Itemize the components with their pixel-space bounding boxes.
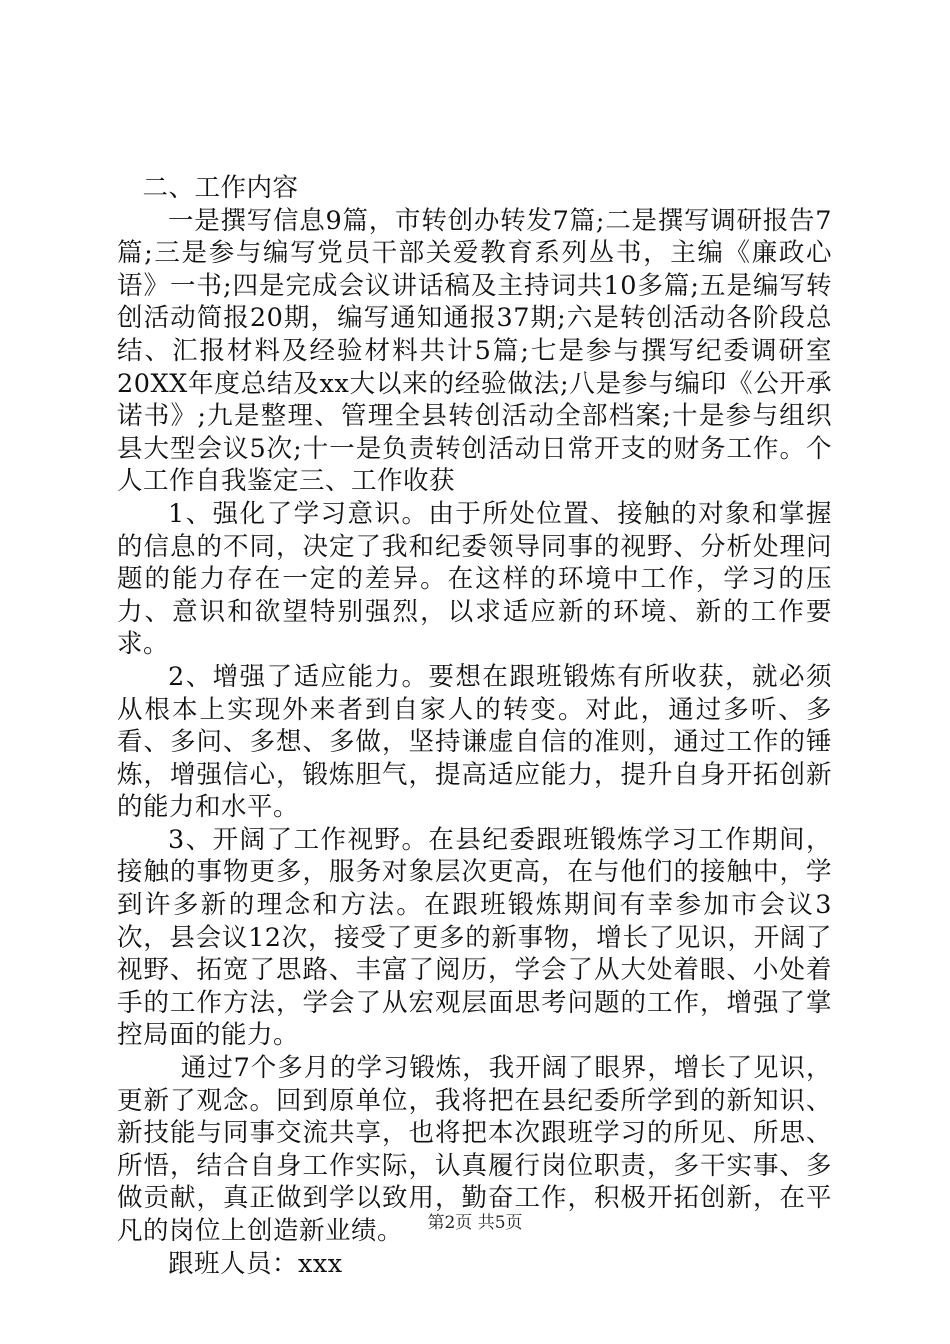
paragraph-adaptability: 2、增强了适应能力。要想在跟班锻炼有所收获，就必须从根本上实现外来者到自家人的转变。对此，通过多听、多看、多问、多想、多做，坚持谦虚自信的准则，通过工作的锤炼，增强信心，锻炼胆气，提高适应能力，提升自身开拓创新的能力和水平。 [117,661,832,823]
signature-line: 跟班人员：xxx [168,1248,343,1279]
paragraph-learning-awareness: 1、强化了学习意识。由于所处位置、接触的对象和掌握的信息的不同，决定了我和纪委领导同事的视野、分析处理问题的能力存在一定的差异。在这样的环境中工作，学习的压力、意识和欲望特别强烈，以求适应新的环境、新的工作要求。 [117,498,832,660]
paragraph-conclusion: 通过7个多月的学习锻炼，我开阔了眼界，增长了见识，更新了观念。回到原单位，我将把在县纪委所学到的新知识、新技能与同事交流共享，也将把本次跟班学习的所见、所思、所悟，结合自身工作实际，认真履行岗位职责，多干实事、多做贡献，真正做到学以致用，勤奋工作，积极开拓创新，在平凡的岗位上创造新业绩。 [117,1053,832,1246]
paragraph-work-vision: 3、开阔了工作视野。在县纪委跟班锻炼学习工作期间，接触的事物更多，服务对象层次更高，在与他们的接触中，学到许多新的理念和方法。在跟班锻炼期间有幸参加市会议3次，县会议12次，接受了更多的新事物，增长了见识，开阔了视野、拓宽了思路、丰富了阅历，学会了从大处着眼、小处着手的工作方法，学会了从宏观层面思考问题的工作，增强了掌控局面的能力。 [117,824,832,1051]
document-body [117,172,832,1280]
paragraph-work-content: 一是撰写信息9篇，市转创办转发7篇;二是撰写调研报告7篇;三是参与编写党员干部关爱教育系列丛书，主编《廉政心语》一书;四是完成会议讲话稿及主持词共10多篇;五是编写转创活动简报20期，编写通知通报37期;六是转创活动各阶段总结、汇报材料及经验材料共计5篇;七是参与撰写纪委调研室20XX年度总结及xx大以来的经验做法;八是参与编印《公开承诺书》;九是整理、管理全县转创活动全部档案;十是参与组织县大型会议5次;十一是负责转创活动日常开支的财务工作。个人工作自我鉴定三、工作收获 [117,205,832,497]
section-heading: 二、工作内容 [142,173,299,203]
page-number-footer: 第2页 共5页 [427,1213,523,1233]
